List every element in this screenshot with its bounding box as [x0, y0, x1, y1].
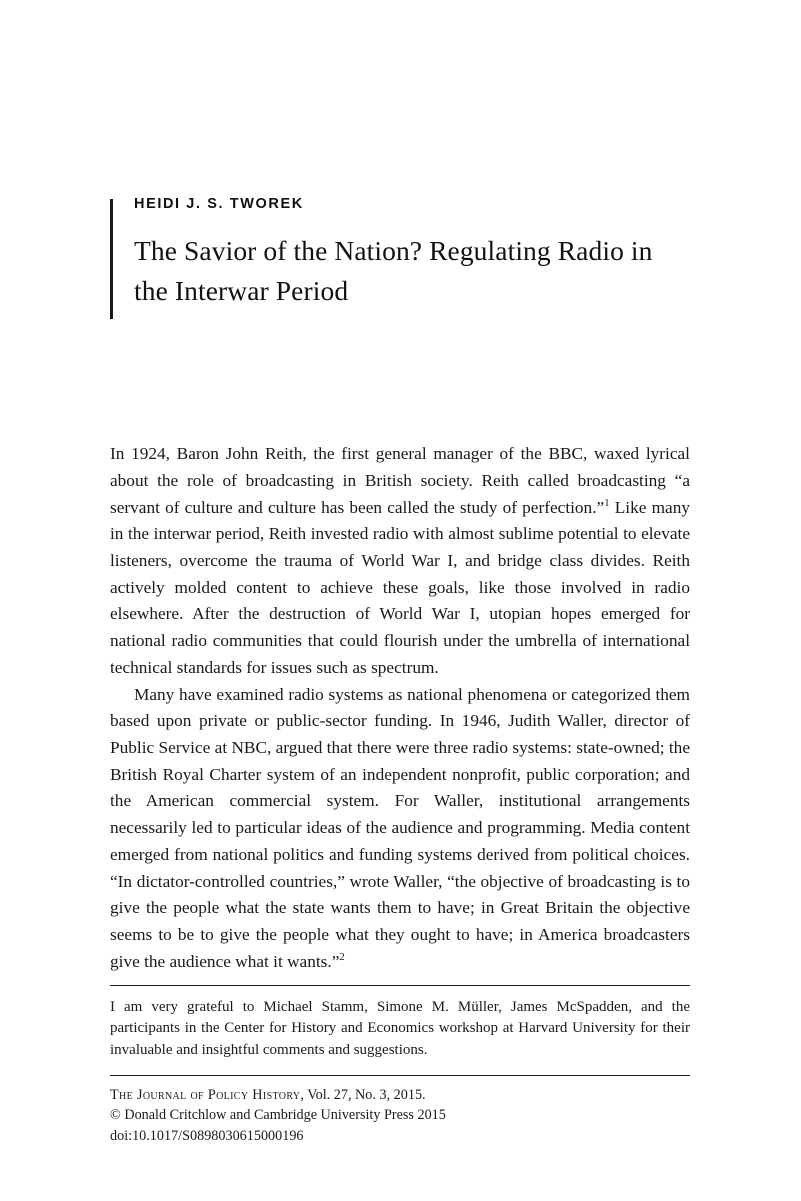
journal-copyright: © Donald Critchlow and Cambridge University Press 2015	[110, 1107, 446, 1124]
footnote-ref-2[interactable]: 2	[339, 951, 345, 964]
author-name: HEIDI J. S. TWOREK	[134, 196, 304, 212]
footnote-area	[110, 985, 690, 1146]
title-block	[110, 196, 690, 311]
article-content	[110, 196, 690, 976]
acknowledgement-note: I am very grateful to Michael Stamm, Simone M. Müller, James McSpadden, and the participants in the Center for History and Economics workshop at Harvard University for their invaluable and insightful comments and suggestions.	[110, 999, 690, 1058]
journal-divider	[110, 1075, 690, 1076]
journal-doi: doi:10.1017/S0898030615000196	[110, 1127, 304, 1144]
journal-issue: , Vol. 27, No. 3, 2015.	[300, 1087, 426, 1104]
paragraph-1-text: In 1924, Baron John Reith, the first general manager of the BBC, waxed lyrical about the role of broadcasting in British society. Reith called broadcasting “a servant of culture and culture has been called the study of perfection.”	[110, 444, 690, 517]
paragraph-1	[110, 441, 690, 681]
paragraph-1-continuation: Like many in the interwar period, Reith invested radio with almost sublime potential to elevate listeners, overcome the trauma of World War I, and bridge class divides. Reith actively molded content to achieve these goals, like those involved in radio elsewhere. After the destruction of World War I, utopian hopes emerged for national radio communities that could flourish under the umbrella of international technical standards for issues such as spectrum.	[110, 497, 691, 677]
footnote-divider	[110, 985, 690, 986]
journal-citation-line	[110, 1085, 690, 1105]
paragraph-2-text: Many have examined radio systems as national phenomena or categorized them based upon private or public-sector funding. In 1946, Judith Waller, director of Public Service at NBC, argued that there were three radio systems: state-owned; the British Royal Charter system of an independent nonprofit, public corporation; and the American commercial system. For Waller, institutional arrangements necessarily led to particular ideas of the audience and programming. Media content emerged from national politics and funding systems derived from political choices. “In dictator-controlled countries,” wrote Waller, “the objective of broadcasting is to give the people what the state wants them to have; in Great Britain the objective seems to be to give the people what they ought to have; in America broadcasters give the audience what it wants.”	[110, 684, 690, 971]
page-title: The Savior of the Nation? Regulating Radio in the Interwar Period	[134, 235, 653, 307]
journal-name: The Journal of Policy History	[110, 1087, 301, 1104]
footnote-ref-1[interactable]: 1	[604, 496, 610, 509]
title-vertical-rule	[110, 199, 113, 319]
journal-info	[110, 1085, 690, 1145]
paragraph-2	[110, 682, 690, 976]
article-body	[110, 441, 690, 975]
